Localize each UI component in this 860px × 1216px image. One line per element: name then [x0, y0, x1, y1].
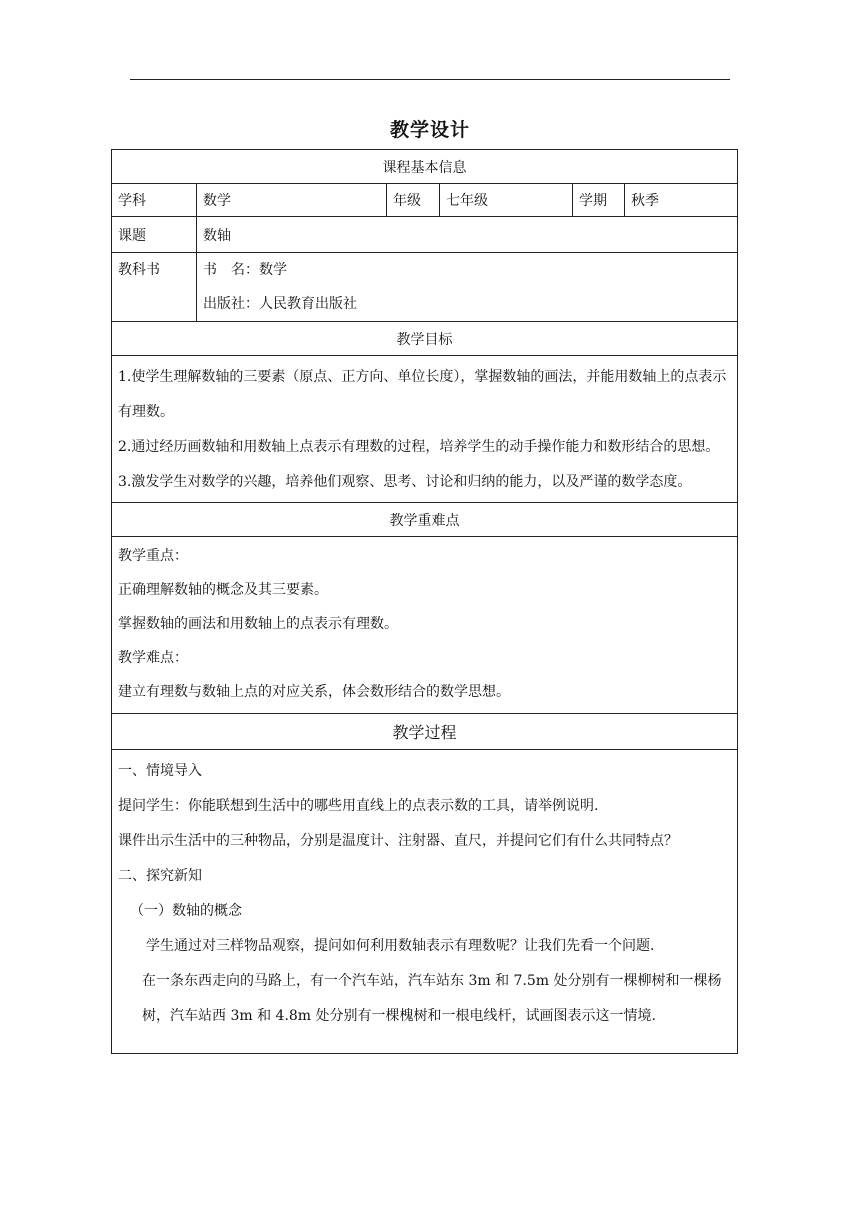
process-content [112, 750, 738, 1054]
subject-value: 数学 [197, 184, 387, 217]
process-paragraph: 学生通过对三样物品观察，提问如何利用数轴表示有理数呢？让我们先看一个问题. [146, 938, 655, 954]
key-point-line: 建立有理数与数轴上点的对应关系，体会数形结合的数学思想。 [118, 684, 510, 700]
key-point-line: 教学重点： [118, 548, 188, 564]
page-title: 教学设计 [389, 119, 470, 141]
topic-label: 课题 [112, 217, 197, 253]
section-heading: 一、情境导入 [118, 763, 202, 779]
process-paragraph [118, 964, 731, 1034]
problem-text: 在一条东西走向的马路上，有一个汽车站，汽车站东 3m 和 7.5m 处分别有一棵柳树和一棵杨树，汽车站西 3m 和 4.8m 处分别有一棵槐树和一根电线杆，试画图表示这一情境. [142, 973, 722, 1024]
lesson-plan-table [111, 149, 738, 1054]
header-rule [130, 79, 730, 80]
grade-value: 七年级 [440, 184, 573, 217]
objective-item: 2.通过经历画数轴和用数轴上点表示有理数的过程，培养学生的动手操作能力和数形结合的思想。 [118, 439, 720, 455]
textbook-label-text: 教科书 [118, 262, 160, 278]
grade-label: 年级 [387, 184, 440, 217]
key-points-content [112, 537, 738, 714]
process-paragraph: 课件出示生活中的三种物品，分别是温度计、注射器、直尺，并提问它们有什么共同特点？ [118, 833, 678, 849]
objective-item: 1.使学生理解数轴的三要素（原点、正方向、单位长度），掌握数轴的画法，并能用数轴上的点表示有理数。 [118, 369, 727, 420]
objectives-content [112, 356, 738, 503]
basic-info-header: 课程基本信息 [112, 150, 738, 184]
subsection-heading: （一）数轴的概念 [130, 903, 242, 919]
term-label: 学期 [573, 184, 625, 217]
subject-label: 学科 [112, 184, 197, 217]
objective-item: 3.激发学生对数学的兴趣，培养他们观察、思考、讨论和归纳的能力，以及严谨的数学态度。 [118, 474, 692, 490]
term-value: 秋季 [625, 184, 738, 217]
section-heading: 二、探究新知 [118, 868, 202, 884]
key-point-line: 教学难点： [118, 650, 188, 666]
topic-value: 数轴 [197, 217, 738, 253]
textbook-value [197, 253, 738, 322]
key-points-header: 教学重难点 [112, 503, 738, 537]
key-point-line: 掌握数轴的画法和用数轴上的点表示有理数。 [118, 616, 398, 632]
textbook-label [112, 253, 197, 322]
process-header: 教学过程 [112, 714, 738, 750]
key-point-line: 正确理解数轴的概念及其三要素。 [118, 582, 328, 598]
process-paragraph: 提问学生：你能联想到生活中的哪些用直线上的点表示数的工具，请举例说明. [118, 798, 599, 814]
textbook-name: 书 名：数学 [203, 262, 287, 278]
objectives-header: 教学目标 [112, 322, 738, 356]
textbook-publisher: 出版社：人民教育出版社 [203, 296, 357, 312]
